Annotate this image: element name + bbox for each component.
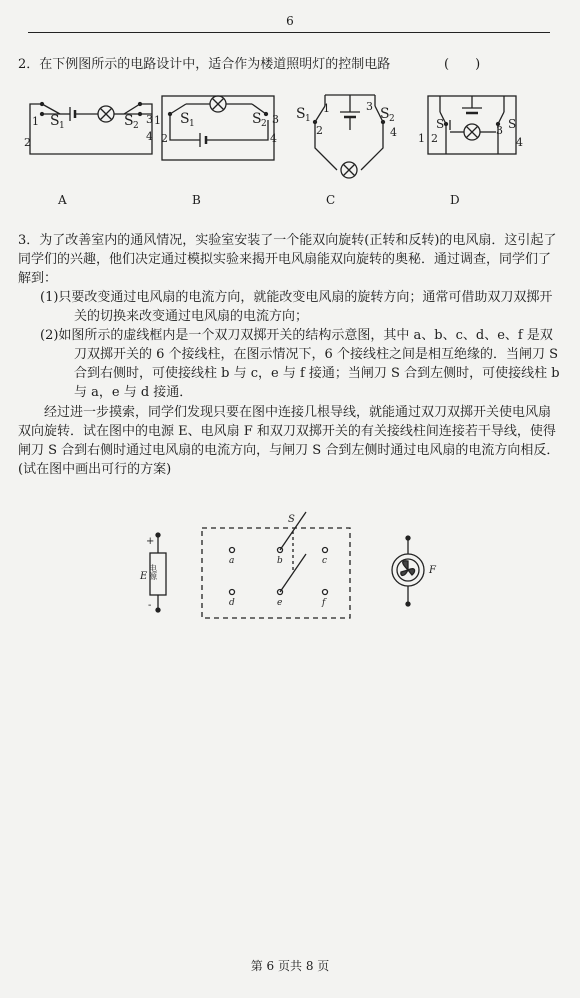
c-s1-sub: 1: [305, 114, 311, 124]
question-3: [18, 231, 560, 479]
terminal-a: a: [229, 556, 235, 566]
circuit-b: [162, 96, 274, 160]
c-term-2: 2: [316, 124, 323, 137]
battery-text: 电源: [148, 564, 158, 580]
minus-sign: -: [148, 600, 152, 611]
b-s2-label: S: [252, 111, 262, 127]
a-term-2: 2: [24, 136, 31, 149]
experiment-figure: [120, 500, 440, 620]
a-s2-label: S: [124, 113, 134, 129]
d-s1-label: S: [436, 117, 445, 131]
a-s1-label: S: [50, 113, 60, 129]
c-term-3: 3: [366, 100, 373, 113]
question-2: [18, 56, 558, 74]
b-s1-sub: 1: [189, 119, 195, 129]
option-c-label: C: [326, 193, 336, 207]
b-term-1: 1: [154, 114, 161, 127]
d-s2-label: S: [508, 117, 517, 131]
page-footer: 第 6 页共 8 页: [250, 959, 330, 973]
b-term-3: 3: [272, 113, 279, 126]
question-3-paragraph: 经过进一步摸索，同学们发现只要在图中连接几根导线，就能通过双刀双掷开关使电风扇双向旋转．试在图中的电源 E、电风扇 F 和双刀双掷开关的有关接线柱间连接若干导线，使得闸刀 S 合到右侧时通过电风扇的电流方向，与闸刀 S 合到左侧时通过电风扇的电流方向相反．(试在图中画出可行的方案): [18, 405, 560, 477]
terminal-b: b: [277, 556, 283, 566]
b-term-2: 2: [161, 132, 168, 145]
c-s2-sub: 2: [389, 114, 395, 124]
option-b-label: B: [192, 193, 201, 207]
option-d-label: D: [450, 193, 460, 207]
a-s2-sub: 2: [133, 121, 139, 131]
d-term-3: 3: [496, 124, 503, 137]
b-s1-label: S: [180, 111, 190, 127]
answer-paren: ( ): [444, 57, 481, 72]
terminal-e: e: [277, 598, 283, 608]
d-term-2: 2: [431, 132, 438, 145]
header-rule: [28, 32, 550, 33]
d-term-1: 1: [418, 132, 425, 145]
c-s2-label: S: [380, 106, 390, 122]
a-term-4: 4: [146, 130, 153, 143]
fan-label: F: [429, 565, 436, 576]
double-pole-switch: [230, 512, 328, 595]
terminal-c: c: [322, 556, 328, 566]
b-s2-sub: 2: [261, 119, 267, 129]
d-term-4: 4: [516, 136, 523, 149]
switch-s-label: S: [288, 514, 295, 525]
a-term-3: 3: [146, 113, 153, 126]
c-s1-label: S: [296, 106, 306, 122]
c-term-4: 4: [390, 126, 397, 139]
c-term-1: 1: [323, 102, 330, 115]
option-a-label: A: [58, 193, 67, 207]
battery-label: E: [140, 571, 148, 582]
terminal-d: d: [229, 598, 235, 608]
q2-circuit-diagrams: [20, 90, 540, 220]
switch-box: [202, 528, 350, 618]
question-2-text: 2．在下例图所示的电路设计中，适合作为楼道照明灯的控制电路: [18, 57, 391, 72]
a-term-1: 1: [32, 115, 39, 128]
page-number: 6: [286, 14, 294, 28]
plus-sign: +: [146, 536, 155, 547]
fan-icon: [392, 536, 424, 606]
question-3-intro: 3．为了改善室内的通风情况，实验室安装了一个能双向旋转(正转和反转)的电风扇．这引起了同学们的兴趣，他们决定通过模拟实验来揭开电风扇能双向旋转的奥秘．通过调查，同学们了解到：: [18, 233, 557, 286]
question-3-item-1: (1)只要改变通过电风扇的电流方向，就能改变电风扇的旋转方向；通常可借助双刀双掷开关的切换来改变通过电风扇的电流方向；: [40, 290, 553, 324]
question-3-item-2: (2)如图所示的虚线框内是一个双刀双掷开关的结构示意图，其中 a、b、c、d、e、f 是双刀双掷开关的 6 个接线柱，在图示情况下，6 个接线柱之间是相互绝缘的．当闸刀 S 合到右侧时，可使接线柱 b 与 c，e 与 f 接通；当闸刀 S 合到左侧时，可使接线柱 b 与 a，e 与 d 接通．: [40, 328, 560, 400]
terminal-f: f: [322, 598, 326, 608]
a-s1-sub: 1: [59, 121, 65, 131]
b-term-4: 4: [270, 132, 277, 145]
